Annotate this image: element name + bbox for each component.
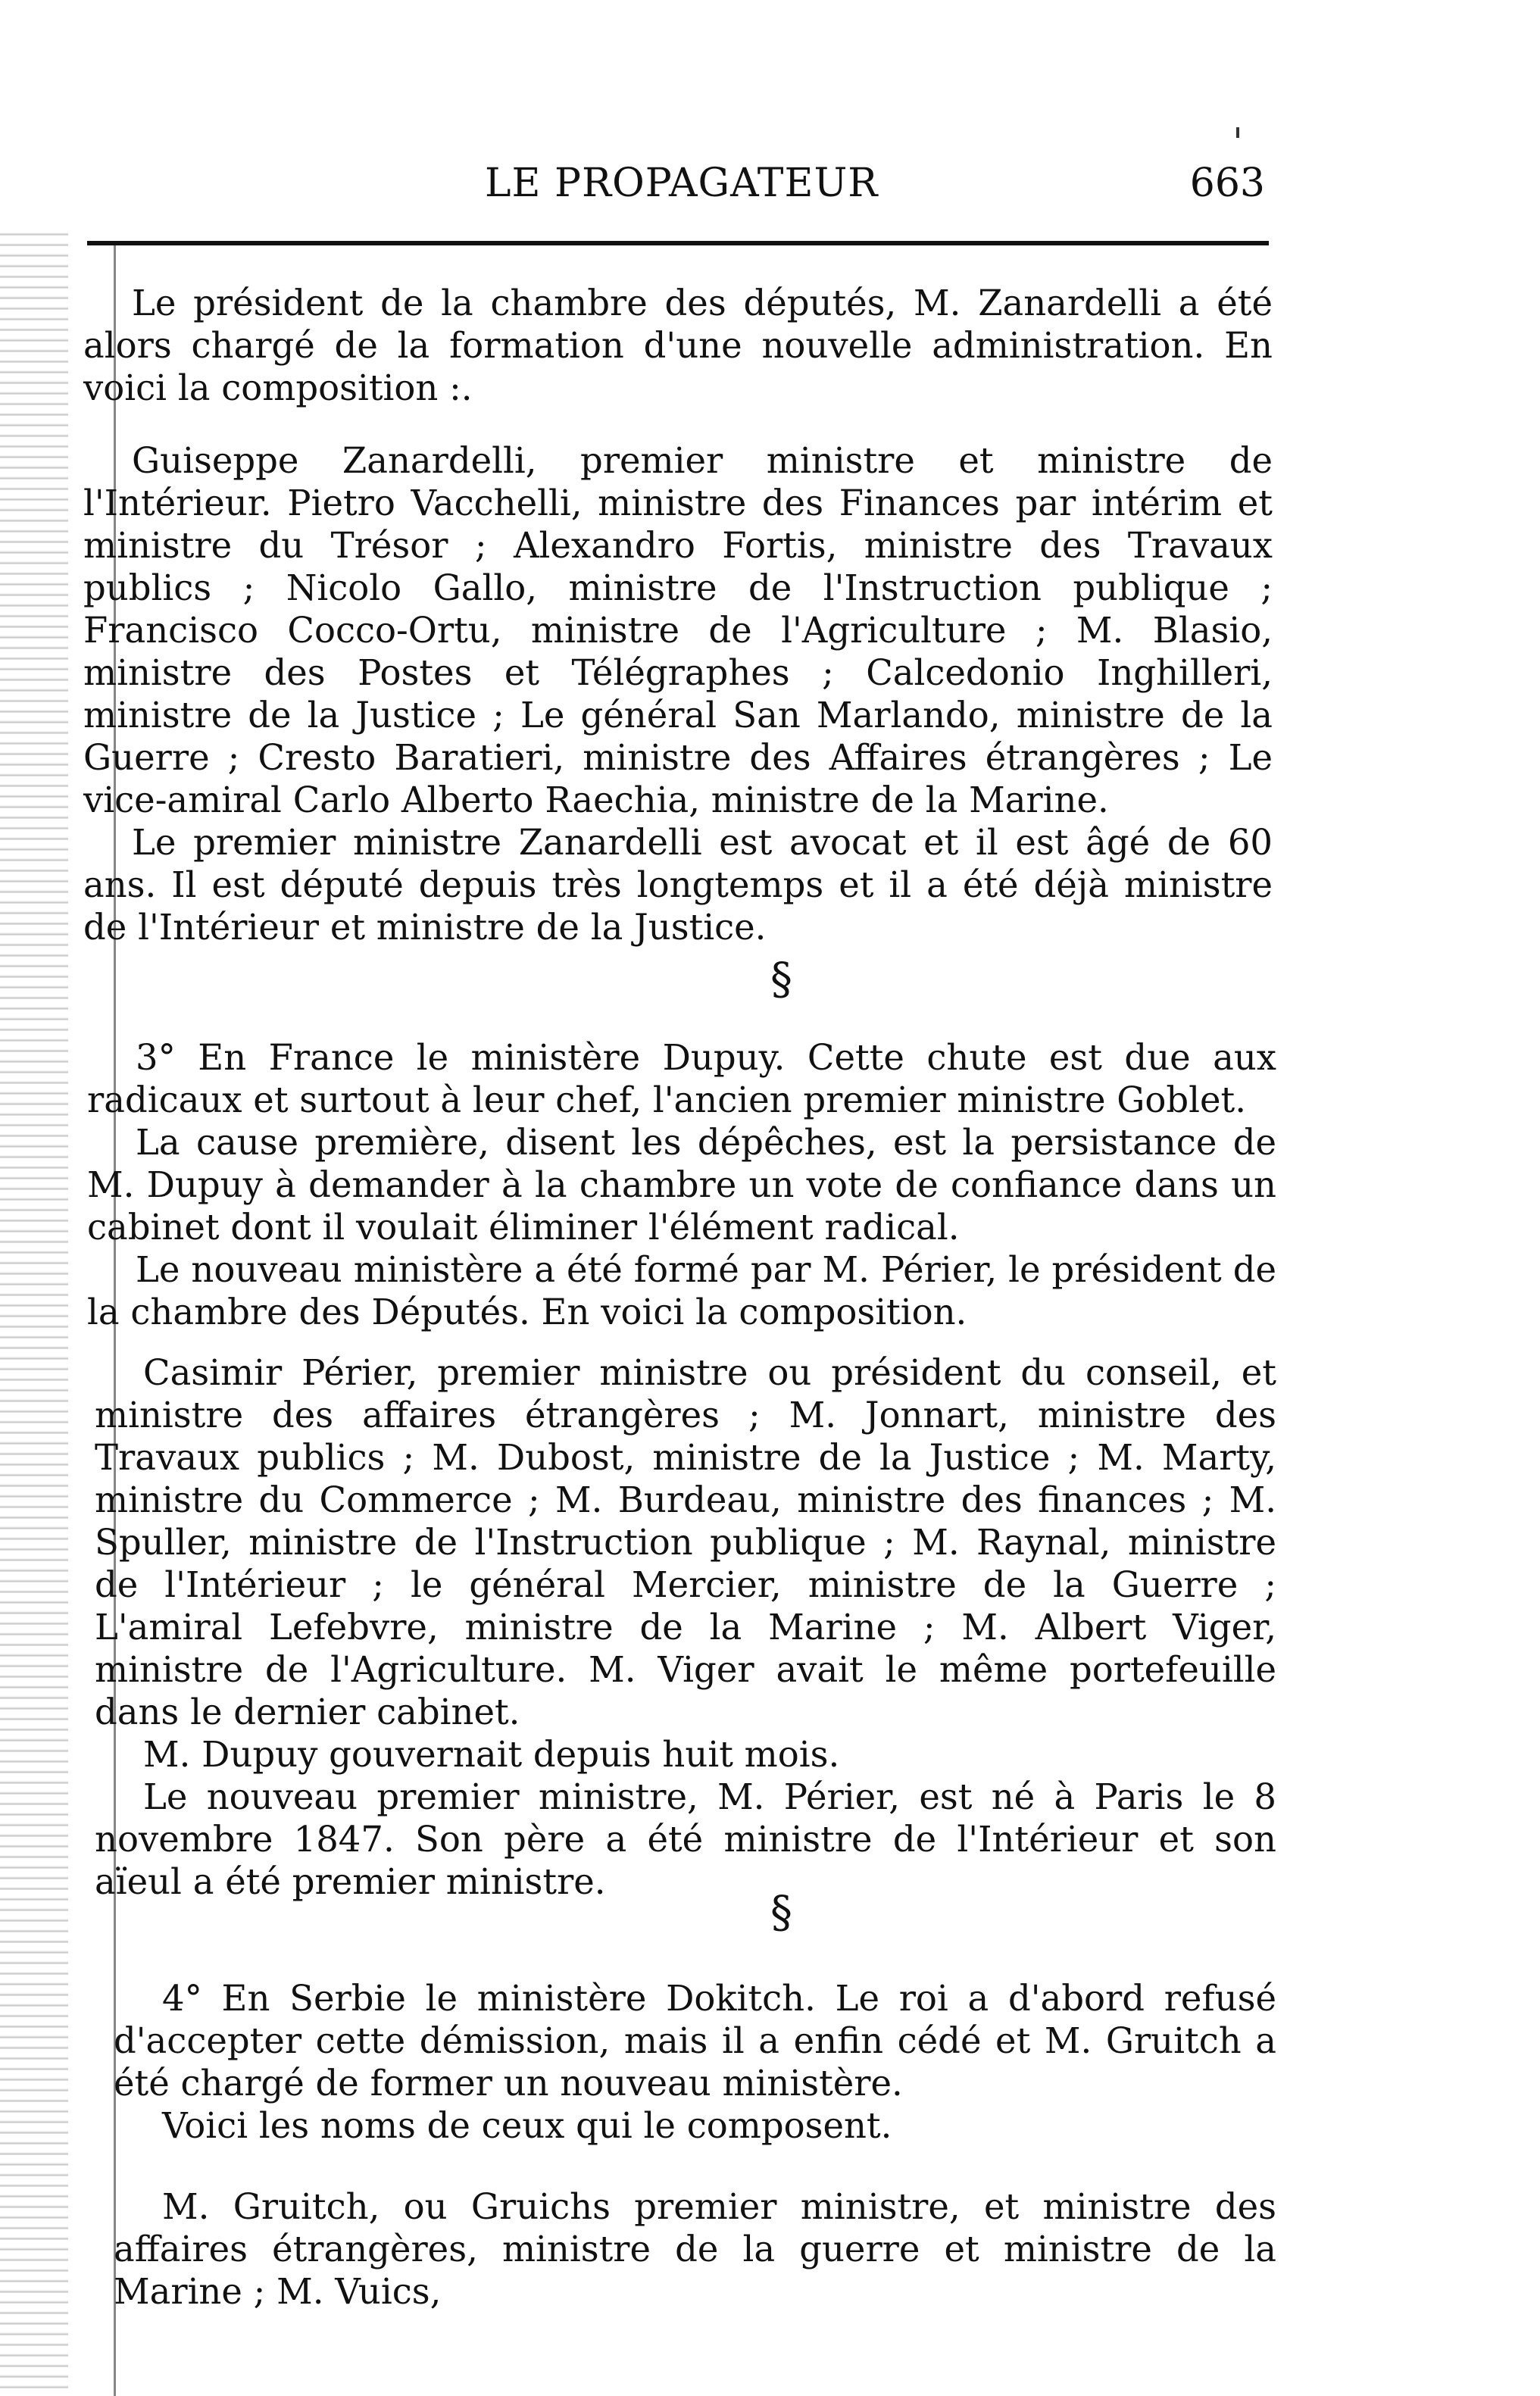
paragraph: Guiseppe Zanardelli, premier ministre et ministre de l'Intérieur. Pietro Vacchelli, ministre des Finances par intérim et ministre du Trésor ; Alexandro Fortis, ministre des Travaux publics ; Nicolo Gallo, ministre de l'Instruction publique ; Francisco Cocco-Ortu, ministre de l'Agriculture ; M. Blasio, ministre des Postes et Télégraphes ; Calcedonio Inghilleri, ministre de la Justice ; Le général San Marlando, ministre de la Guerre ; Cresto Baratieri, ministre des Affaires étrangères ; Le vice-amiral Carlo Alberto Raechia, ministre de la Marine.: [83, 440, 1273, 820]
paragraph: Le premier ministre Zanardelli est avocat et il est âgé de 60 ans. Il est député depuis très longtemps et il a été déjà ministre de l'Intérieur et ministre de la Justice.: [83, 822, 1273, 948]
paragraph: La cause première, disent les dépêches, est la persistance de M. Dupuy à demander à la chambre un vote de confiance dans un cabinet dont il voulait éliminer l'élément radical.: [87, 1122, 1276, 1248]
paragraph: 4° En Serbie le ministère Dokitch. Le roi a d'abord refusé d'accepter cette démission, mais il a enfin cédé et M. Gruitch a été chargé de former un nouveau ministère.: [114, 1978, 1276, 2104]
section-mark: §: [770, 953, 792, 1004]
paragraph-zanardelli-intro: [83, 282, 1273, 409]
page-number: 663: [1189, 161, 1265, 206]
paragraph: Le nouveau ministère a été formé par M. Périer, le président de la chambre des Députés. En voici la composition.: [87, 1249, 1276, 1332]
paragraph: Casimir Périer, premier ministre ou président du conseil, et ministre des affaires étrangères ; M. Jonnart, ministre des Travaux publics ; M. Dubost, ministre de la Justice ; M. Marty, ministre du Commerce ; M. Burdeau, ministre des finances ; M. Spuller, ministre de l'Instruction publique ; M. Raynal, ministre de l'Intérieur ; le général Mercier, ministre de la Guerre ; L'amiral Lefebvre, ministre de la Marine ; M. Albert Viger, ministre de l'Agriculture. M. Viger avait le même portefeuille dans le dernier cabinet.: [95, 1352, 1276, 1732]
section-mark: §: [770, 1886, 792, 1938]
paragraph-italy-cabinet: [83, 439, 1273, 948]
paragraph: 3° En France le ministère Dupuy. Cette chute est due aux radicaux et surtout à leur chef, l'ancien premier ministre Goblet.: [87, 1037, 1276, 1120]
binding-edge: [0, 227, 68, 2396]
header-rule: [87, 241, 1269, 245]
paragraph-france-cabinet: [95, 1351, 1276, 1903]
paragraph: M. Gruitch, ou Gruichs premier ministre, et ministre des affaires étrangères, ministre de la guerre et ministre de la Marine ; M. Vuics,: [114, 2186, 1276, 2312]
paragraph: Voici les noms de ceux qui le composent.: [162, 2105, 892, 2146]
paragraph: M. Dupuy gouvernait depuis huit mois.: [143, 1734, 840, 1775]
paragraph-serbia-cabinet: [114, 2185, 1276, 2313]
running-title: LE PROPAGATEUR: [485, 161, 879, 206]
paragraph-france-intro: [87, 1036, 1276, 1333]
paragraph: Le président de la chambre des députés, M. Zanardelli a été alors chargé de la formation d'une nouvelle administration. En voici la composition :.: [83, 283, 1273, 408]
scan-mark: [1236, 127, 1239, 138]
paragraph: Le nouveau premier ministre, M. Périer, est né à Paris le 8 novembre 1847. Son père a été ministre de l'Intérieur et son aïeul a été premier ministre.: [95, 1776, 1276, 1902]
page-header: [83, 161, 1265, 214]
paragraph-serbia-intro: [114, 1977, 1276, 2147]
